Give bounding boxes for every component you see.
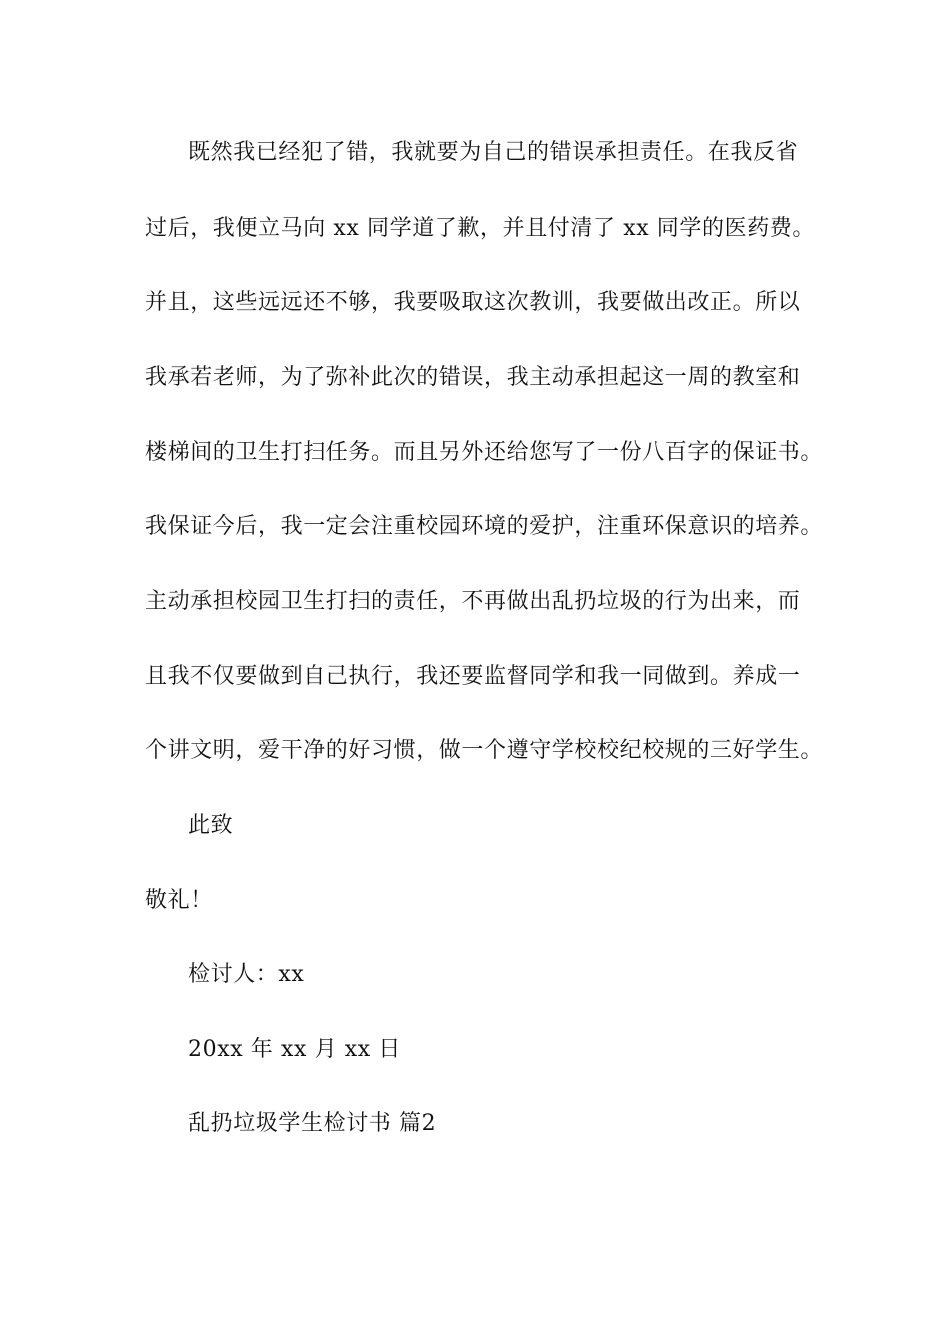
body-line-4: 我承若老师，为了弥补此次的错误，我主动承担起这一周的教室和 (145, 365, 801, 390)
body-line-8: 且我不仅要做到自己执行，我还要监督同学和我一同做到。养成一 (145, 664, 801, 689)
body-line-3: 并且，这些远远还不够，我要吸取这次教训，我要做出改正。所以 (145, 290, 801, 315)
date-line: 20xx 年 xx 月 xx 日 (188, 1037, 402, 1062)
body-line-1: 既然我已经犯了错，我就要为自己的错误承担责任。在我反省 (188, 140, 799, 165)
body-line-9: 个讲文明，爱干净的好习惯，做一个遵守学校校纪校规的三好学生。 (145, 738, 824, 763)
body-line-6: 我保证今后，我一定会注重校园环境的爱护，注重环保意识的培养。 (145, 514, 824, 539)
body-line-2: 过后，我便立马向 xx 同学道了歉，并且付清了 xx 同学的医药费。 (145, 216, 816, 241)
section-heading: 乱扔垃圾学生检讨书 篇2 (188, 1111, 437, 1136)
body-line-7: 主动承担校园卫生打扫的责任，不再做出乱扔垃圾的行为出来，而 (145, 589, 801, 614)
body-line-5: 楼梯间的卫生打扫任务。而且另外还给您写了一份八百字的保证书。 (145, 440, 824, 465)
signature-line: 检讨人：xx (188, 962, 305, 987)
closing-text: 此致 (188, 813, 234, 838)
salute-text: 敬礼！ (145, 888, 213, 913)
